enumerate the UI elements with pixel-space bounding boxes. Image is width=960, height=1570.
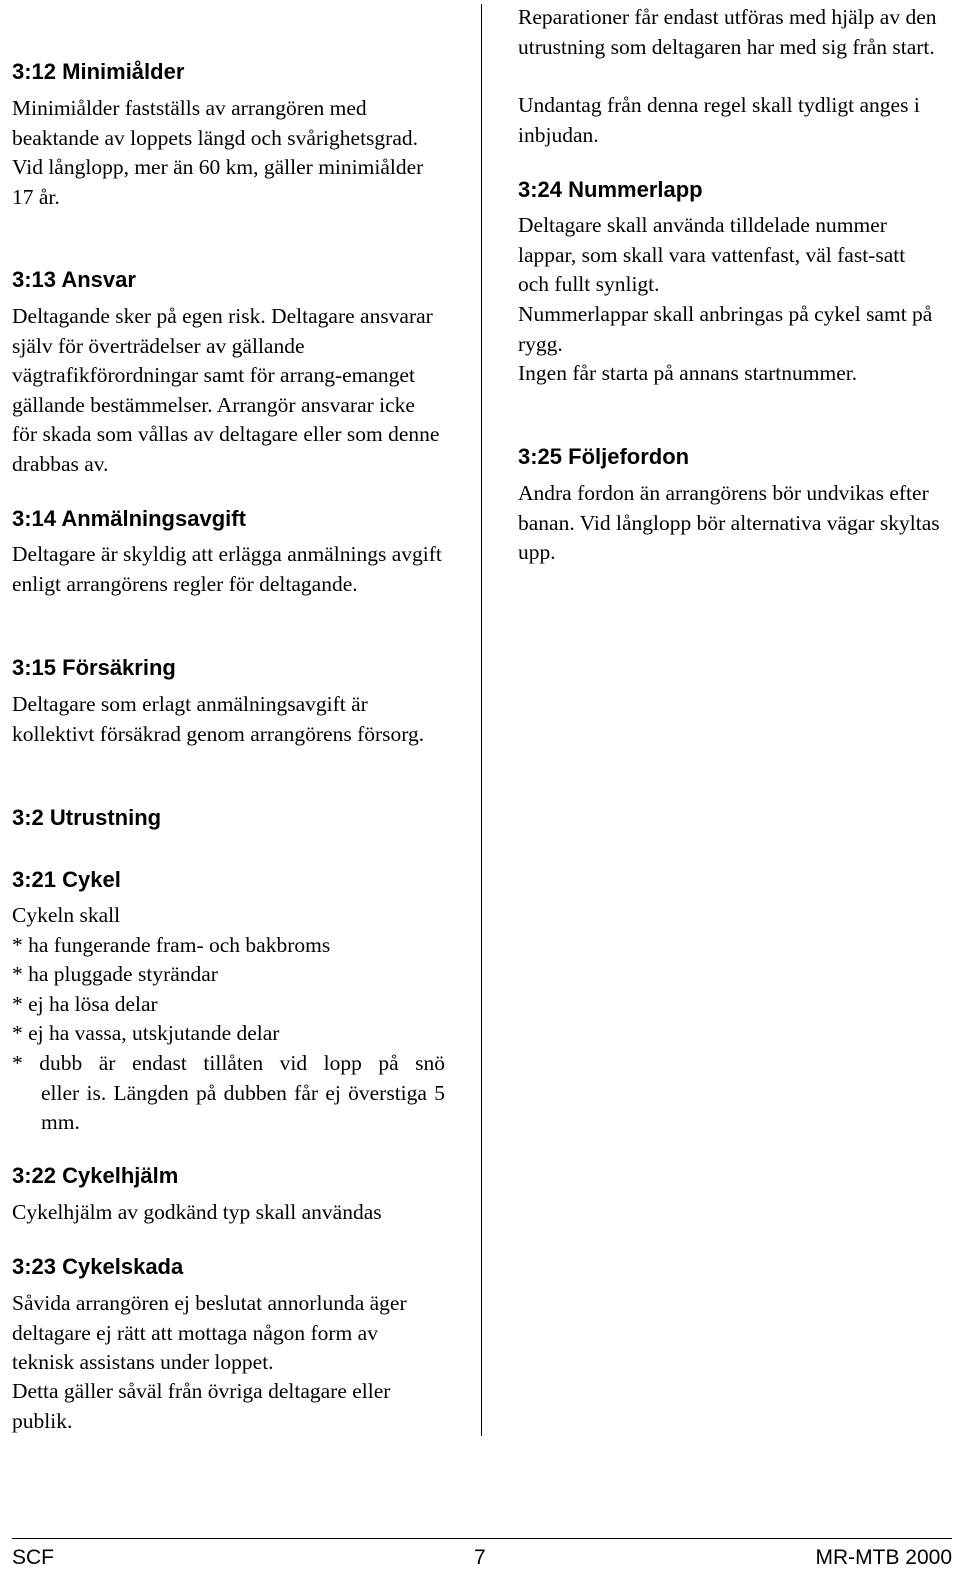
list-item-continuation: eller is. Längden på dubben får ej överstiga 5 mm. (41, 1080, 445, 1135)
paragraph-3-13: Deltagande sker på egen risk. Deltagare ansvarar själv för överträdelser av gällande vägtrafikförordningar samt för arrang-emanget gällande bestämmelser. Arrangör ansvarar icke för skada som vållas av deltagare eller som denne drabbas av. (12, 304, 440, 476)
list-item: * ej ha vassa, utskjutande delar (12, 1021, 280, 1046)
heading-3-24: 3:24 Nummerlapp (518, 177, 703, 202)
paragraph-3-24: Deltagare skall använda tilldelade nummer lappar, som skall vara vattenfast, väl fast-satt och fullt synligt. (518, 213, 906, 297)
heading-3-23: 3:23 Cykelskada (12, 1254, 184, 1279)
list-item: * ha fungerande fram- och bakbroms (12, 932, 331, 957)
paragraph-3-15: Deltagare som erlagt anmälningsavgift är kollektivt försäkrad genom arrangörens försorg. (12, 692, 425, 746)
footer-left: SCF (12, 1546, 54, 1569)
equipment-list (12, 901, 445, 1138)
paragraph-3-23-b: Detta gäller såväl från övriga deltagare eller publik. (12, 1379, 391, 1433)
paragraph-3-24-b: Nummerlappar skall anbringas på cykel samt på rygg. (518, 302, 933, 356)
paragraph-repairs: Reparationer får endast utföras med hjälp av den utrustning som deltagaren har med sig från start. (518, 5, 937, 59)
heading-3-21: 3:21 Cykel (12, 867, 121, 892)
footer-rule (12, 1538, 952, 1539)
heading-3-13: 3:13 Ansvar (12, 267, 136, 292)
paragraph-3-12: Minimiålder fastställs av arrangören med beaktande av loppets längd och svårighetsgrad. Vid långlopp, mer än 60 km, gäller minimiålder 17 år. (12, 96, 424, 209)
list-item: * ha pluggade styrändar (12, 962, 218, 987)
paragraph-exception: Undantag från denna regel skall tydligt anges i inbjudan. (518, 93, 920, 147)
heading-3-14: 3:14 Anmälningsavgift (12, 506, 246, 531)
heading-3-12: 3:12 Minimiålder (12, 59, 185, 84)
paragraph-3-22: Cykelhjälm av godkänd typ skall användas (12, 1200, 382, 1224)
list-item: * ej ha lösa delar (12, 991, 158, 1016)
paragraph-3-24-c: Ingen får starta på annans startnummer. (518, 361, 858, 385)
page-number: 7 (474, 1546, 486, 1569)
paragraph-3-14: Deltagare är skyldig att erlägga anmälnings avgift enligt arrangörens regler för deltagande. (12, 542, 442, 596)
column-divider (481, 4, 482, 1436)
paragraph-3-25: Andra fordon än arrangörens bör undvikas efter banan. Vid långlopp bör alternativa vägar skyltas upp. (518, 481, 940, 565)
paragraph-3-23: Såvida arrangören ej beslutat annorlunda äger deltagare ej rätt att mottaga någon form av teknisk assistans under loppet. (12, 1291, 407, 1375)
heading-3-25: 3:25 Följefordon (518, 444, 690, 469)
equipment-intro: Cykeln skall (12, 903, 121, 927)
footer-right: MR-MTB 2000 (815, 1546, 952, 1569)
heading-3-2: 3:2 Utrustning (12, 805, 162, 830)
heading-3-22: 3:22 Cykelhjälm (12, 1163, 179, 1188)
list-item: * dubb är endast tillåten vid lopp på snö (12, 1050, 445, 1075)
heading-3-15: 3:15 Försäkring (12, 655, 176, 680)
